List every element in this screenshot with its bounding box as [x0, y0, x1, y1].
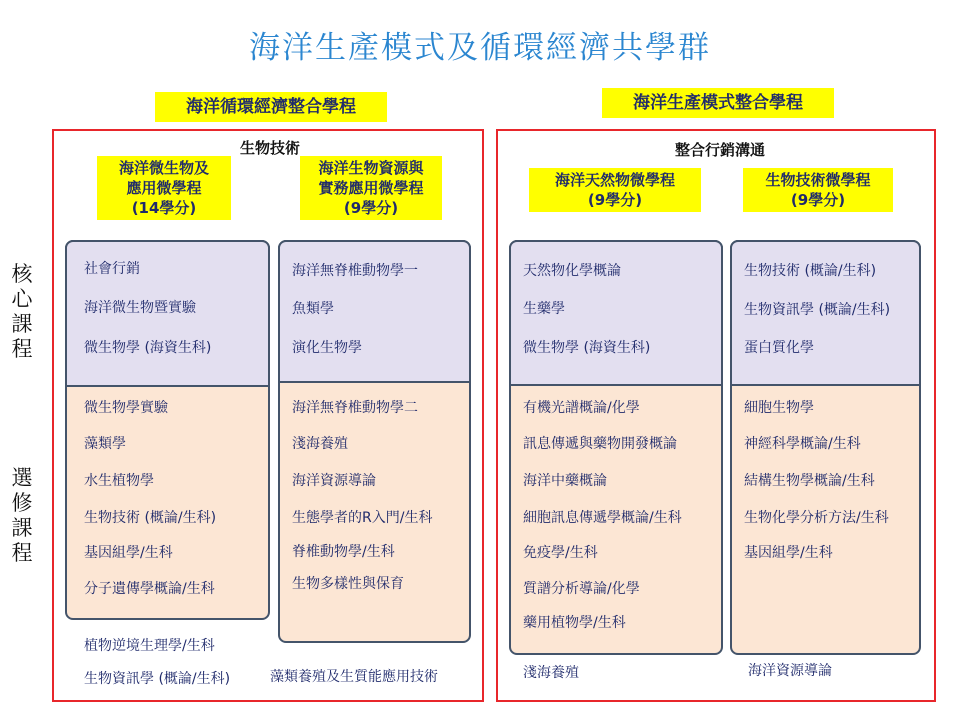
- outside-course: 植物逆境生理學/生科: [84, 638, 215, 654]
- micro-label-line: (14學分): [131, 199, 197, 217]
- elective-course: 藻類學: [84, 436, 126, 452]
- elective-course: 分子遺傳學概論/生科: [84, 581, 215, 597]
- core-course: 生藥學: [523, 301, 565, 317]
- micro-label-natural-products: [529, 168, 701, 212]
- micro-label-marine-microbe: [97, 156, 231, 220]
- micro-label-line: (9學分): [343, 199, 399, 217]
- elective-course: 免疫學/生科: [523, 545, 598, 561]
- elective-course: 海洋資源導論: [292, 473, 376, 489]
- core-course: 天然物化學概論: [523, 263, 621, 279]
- elective-courses-label-text: 選 修 課 程: [11, 466, 33, 565]
- elective-course: 基因組學/生科: [744, 545, 833, 561]
- micro-label-line: 海洋天然物微學程: [554, 171, 675, 189]
- elective-courses-label: [9, 466, 35, 566]
- core-courses-label: [9, 262, 35, 362]
- elective-course: 細胞生物學: [744, 400, 814, 416]
- micro-label-marine-resources: [300, 156, 442, 220]
- elective-course: 微生物學實驗: [84, 400, 168, 416]
- elective-course: 生物技術 (概論/生科): [84, 510, 217, 526]
- elective-course: 訊息傳遞與藥物開發概論: [523, 436, 677, 452]
- core-courses-label-text: 核 心 課 程: [11, 262, 33, 361]
- micro-label-line: 應用微學程: [126, 179, 202, 197]
- elective-course: 海洋無脊椎動物學二: [292, 400, 418, 416]
- core-course: 微生物學 (海資生科): [84, 340, 212, 356]
- micro-label-line: 實務應用微學程: [318, 179, 424, 197]
- elective-course: 淺海養殖: [292, 436, 348, 452]
- micro-label-biotech: [743, 168, 893, 212]
- outside-course: 海洋資源導論: [748, 663, 832, 679]
- elective-course: 細胞訊息傳遞學概論/生科: [523, 510, 682, 526]
- micro-label-line: (9學分): [587, 191, 643, 209]
- core-course: 海洋無脊椎動物學一: [292, 263, 418, 279]
- core-course: 社會行銷: [84, 261, 140, 277]
- elective-course: 基因組學/生科: [84, 545, 173, 561]
- elective-course: 質譜分析導論/化學: [523, 581, 640, 597]
- outside-course: 藻類養殖及生質能應用技術: [270, 669, 438, 685]
- micro-label-line: 生物技術微學程: [765, 171, 871, 189]
- elective-course: 海洋中藥概論: [523, 473, 607, 489]
- micro-label-line: (9學分): [790, 191, 846, 209]
- core-course: 演化生物學: [292, 340, 362, 356]
- elective-course: 水生植物學: [84, 473, 154, 489]
- core-course: 海洋微生物暨實驗: [84, 300, 196, 316]
- micro-label-line: 海洋生物資源與: [318, 159, 424, 177]
- core-course: 生物技術 (概論/生科): [744, 263, 877, 279]
- micro-label-line: 海洋微生物及: [118, 159, 209, 177]
- outside-course: 淺海養殖: [523, 665, 579, 681]
- elective-course: 生物多樣性與保育: [292, 576, 404, 592]
- page-title: 海洋生產模式及循環經濟共學群: [249, 30, 711, 66]
- core-course: 生物資訊學 (概論/生科): [744, 302, 891, 318]
- elective-course: 脊椎動物學/生科: [292, 544, 395, 560]
- core-course: 蛋白質化學: [744, 340, 814, 356]
- program-label-production-model: 海洋生產模式整合學程: [602, 88, 834, 118]
- core-course: 微生物學 (海資生科): [523, 340, 651, 356]
- elective-course: 生態學者的R入門/生科: [292, 510, 433, 526]
- elective-course: 藥用植物學/生科: [523, 615, 626, 631]
- program-label-circular-economy: 海洋循環經濟整合學程: [155, 92, 387, 122]
- section-heading-biotech: 生物技術: [239, 139, 300, 157]
- elective-course: 有機光譜概論/化學: [523, 400, 640, 416]
- outside-course: 生物資訊學 (概論/生科): [84, 671, 231, 687]
- section-heading-marketing: 整合行銷溝通: [674, 141, 765, 159]
- elective-course: 生物化學分析方法/生科: [744, 510, 889, 526]
- elective-course: 神經科學概論/生科: [744, 436, 861, 452]
- core-course: 魚類學: [292, 301, 334, 317]
- elective-course: 結構生物學概論/生科: [744, 473, 875, 489]
